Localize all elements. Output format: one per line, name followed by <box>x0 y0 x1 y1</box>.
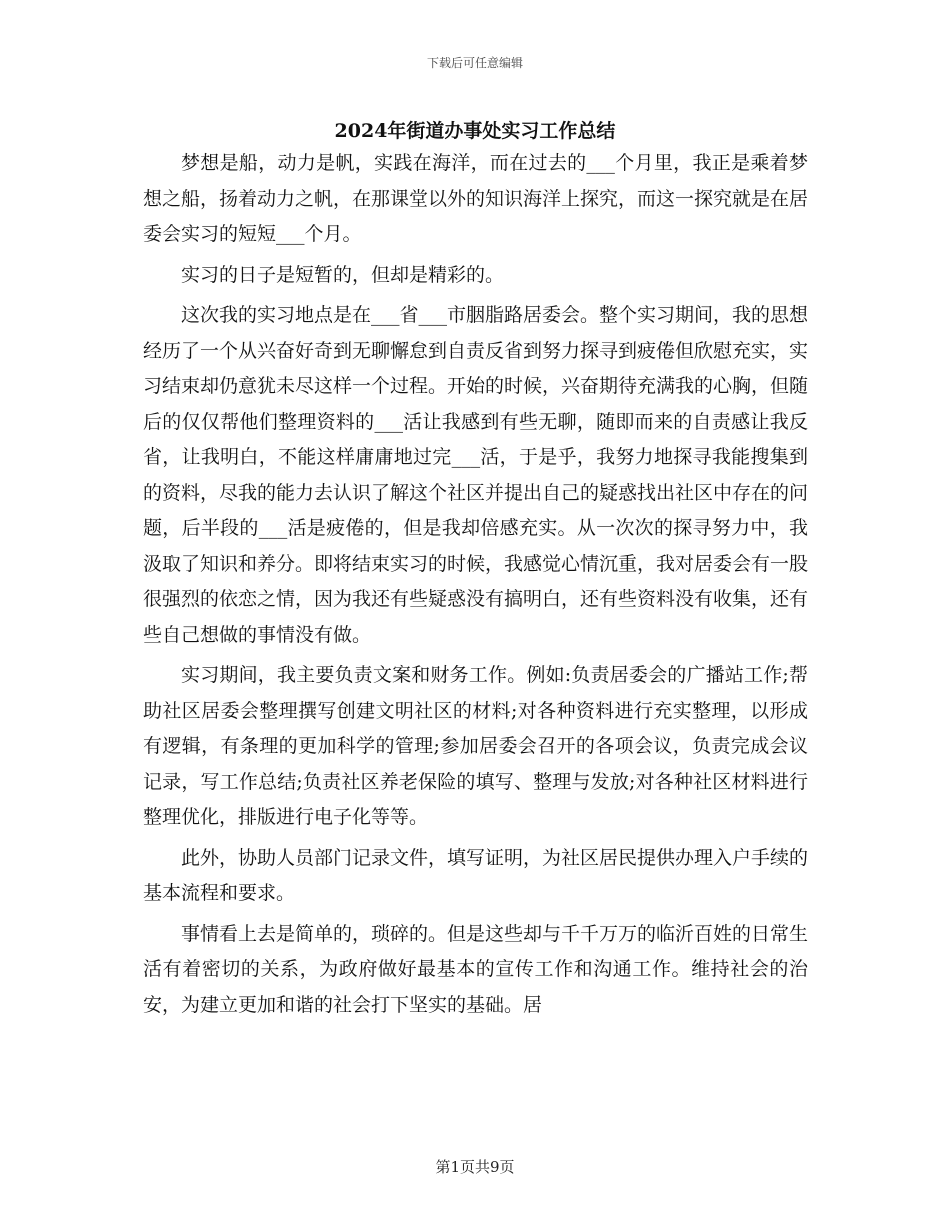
document-title: 2024年街道办事处实习工作总结 <box>334 120 616 142</box>
paragraph-6: 事情看上去是简单的，琐碎的。但是这些却与千千万万的临沂百姓的日常生活有着密切的关系，为政府做好最基本的宣传工作和沟通工作。维持社会的治安，为建立更加和谐的社会打下坚实的基础。居 <box>143 922 809 1016</box>
paragraph-1: 梦想是船，动力是帆，实践在海洋，而在过去的___个月里，我正是乘着梦想之船，扬着动力之帆，在那课堂以外的知识海洋上探究，而这一探究就是在居委会实习的短短___个月。 <box>143 152 809 245</box>
page-number: 第1页共9页 <box>435 1158 515 1176</box>
paragraph-2: 实习的日子是短暂的，但却是精彩的。 <box>181 263 505 286</box>
paragraph-4: 实习期间，我主要负责文案和财务工作。例如:负责居委会的广播站工作;帮助社区居委会整理撰写创建文明社区的材料;对各种资料进行充实整理，以形成有逻辑，有条理的更加科学的管理;参加居委会召开的各项会议，负责完成会议记录，写工作总结;负责社区养老保险的填写、整理与发放;对各种社区材料进行整理优化，排版进行电子化等等。 <box>143 664 808 828</box>
document-body <box>143 146 808 1028</box>
paragraph-5: 此外，协助人员部门记录文件，填写证明，为社区居民提供办理入户手续的基本流程和要求。 <box>143 846 809 904</box>
page-header-note: 下载后可任意编辑 <box>426 56 523 70</box>
paragraph-3: 这次我的实习地点是在___省___市胭脂路居委会。整个实习期间，我的思想经历了一个从兴奋好奇到无聊懈怠到自责反省到努力探寻到疲倦但欣慰充实，实习结束却仍意犹未尽这样一个过程。开始的时候，兴奋期待充满我的心胸，但随后的仅仅帮他们整理资料的___活让我感到有些无聊，随即而来的自责感让我反省，让我明白，不能这样庸庸地过完___活，于是乎，我努力地探寻我能搜集到的资料，尽我的能力去认识了解这个社区并提出自己的疑惑找出社区中存在的问题，后半段的___活是疲倦的，但是我却倍感充实。从一次次的探寻努力中，我汲取了知识和养分。即将结束实习的时候，我感觉心情沉重，我对居委会有一股很强烈的依恋之情，因为我还有些疑惑没有搞明白，还有些资料没有收集，还有些自己想做的事情没有做。 <box>143 304 809 646</box>
